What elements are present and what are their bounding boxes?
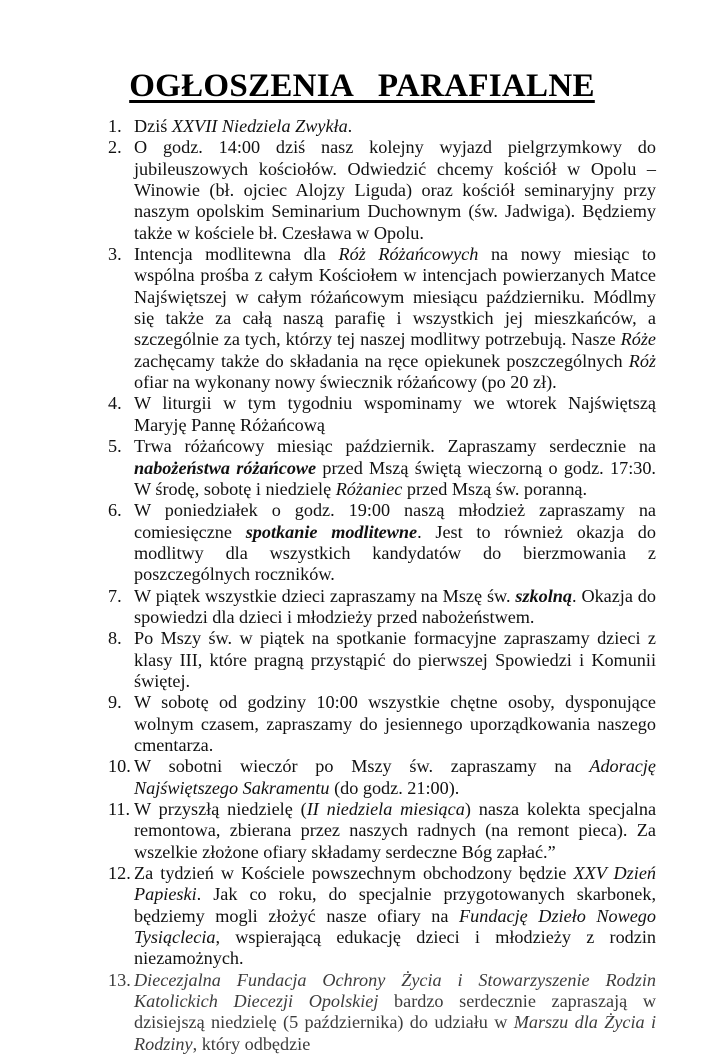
announcement-item (108, 756, 656, 799)
announcement-item (108, 799, 656, 863)
page-title: OGŁOSZENIA PARAFIALNE (129, 68, 595, 104)
item-text: Po Mszy św. w piątek na spotkanie formacyjne zapraszamy dzieci z klasy III, które pragną przystąpić do pierwszej Spowiedzi i Komunii świętej. (134, 628, 656, 691)
item-text: przed Mszą świętą wieczorną o godz. 17:30. W środę, sobotę i niedzielę (134, 457, 656, 499)
item-text: Trwa różańcowy miesiąc październik. Zapraszamy serdecznie na (134, 436, 656, 457)
emphasized-text: Róż (628, 350, 656, 371)
item-text: , wspierającą edukację dzieci i młodzieży z rodzin niezamożnych. (134, 927, 656, 969)
emphasized-text: nabożeństwa różańcowe (134, 457, 317, 478)
announcement-list (108, 116, 656, 1055)
announcement-item (108, 863, 656, 970)
item-text: Za tydzień w Kościele powszechnym obchodzony będzie (134, 863, 574, 884)
item-number: 4. (108, 393, 122, 414)
item-number: 8. (108, 628, 122, 649)
item-text: W sobotę od godziny 10:00 wszystkie chętne osoby, dysponujące wolnym czasem, zapraszamy do jesiennego uporządkowania naszego cmentarza. (134, 692, 656, 755)
item-text: W sobotni wieczór po Mszy św. zapraszamy na (134, 756, 590, 777)
item-number: 3. (108, 244, 122, 265)
announcement-item (108, 137, 656, 244)
item-text: ofiar na wykonany nowy świecznik różańcowy (po 20 zł). (134, 372, 557, 393)
item-text: Intencja modlitewna dla (134, 244, 339, 265)
item-text: przed Mszą św. poranną. (402, 478, 588, 499)
item-text: W poniedziałek o godz. 19:00 naszą młodzież zapraszamy na comiesięczne (134, 500, 656, 542)
item-text: O godz. 14:00 dziś nasz kolejny wyjazd pielgrzymkowy do jubileuszowych kościołów. Odwiedzić chcemy kościół w Opolu – Winowie (bł. ojciec Alojzy Liguda) oraz kościół seminaryjny przy naszym opolskim Seminarium Duchownym (św. Jadwiga). Będziemy także w kościele bł. Czesława w Opolu. (134, 137, 656, 243)
emphasized-text: XXVII Niedziela Zwykła (171, 116, 348, 136)
announcement-item (108, 393, 656, 436)
announcement-item (108, 692, 656, 756)
item-text: zachęcamy także do składania na ręce opiekunek poszczególnych (134, 350, 629, 371)
emphasized-text: spotkanie modlitewne (245, 521, 418, 542)
item-text: , który odbędzie (192, 1033, 311, 1054)
item-text: . Jak co roku, do specjalnie przygotowanych skarbonek, będziemy mogli złożyć nasze ofiary na (134, 884, 656, 926)
item-number: 10. (108, 756, 131, 777)
emphasized-text: XXV Dzień Papieski (134, 863, 656, 905)
item-number: 12. (108, 863, 131, 884)
emphasized-text: Różaniec (335, 478, 403, 499)
item-text: W przyszłą niedzielę ( (134, 799, 307, 819)
item-text: . Okazja do spowiedzi dla dzieci i młodzieży przed nabożeństwem. (134, 585, 656, 627)
item-text: ) nasza kolekta specjalna remontowa, zbierana przez naszych radnych (na remont pieca). Za wszelkie złożone ofiary składamy serdeczne Bóg zapłać.” (134, 799, 657, 862)
emphasized-text: szkolną (515, 585, 573, 606)
emphasized-text: Róże (620, 329, 656, 350)
item-text: na nowy miesiąc to wspólna prośba z całym Kościołem w intencjach powierzanych Matce Najświętszej w całym różańcowym miesiącu październiku. Módlmy się także za całą naszą parafię i wszystkich jej mieszkańców, a szczególnie za tych, którzy tej naszej modlitwy potrzebują. Nasze (134, 244, 657, 350)
announcement-item (108, 244, 656, 393)
item-text: bardzo serdecznie zapraszają w dzisiejszą niedzielę (5 października) do udziału w (134, 991, 656, 1033)
item-number: 5. (108, 436, 122, 457)
announcement-item (108, 628, 656, 692)
item-number: 11. (108, 799, 131, 819)
item-number: 6. (108, 500, 122, 521)
item-text: (do godz. 21:00). (329, 777, 460, 798)
item-text: . Jest to również okazja do modlitwy dla wszystkich kandydatów do bierzmowania z poszczególnych roczników. (134, 521, 656, 585)
item-text: . (347, 116, 353, 136)
emphasized-text: Róż Różańcowych (338, 244, 479, 265)
item-number: 9. (108, 692, 122, 713)
item-number: 2. (108, 137, 122, 158)
emphasized-text: Fundację Dzieło Nowego Tysiąclecia (134, 905, 656, 948)
announcement-item (108, 500, 656, 585)
announcement-item (108, 586, 656, 629)
item-number: 13. (108, 969, 131, 990)
item-number: 7. (108, 585, 122, 606)
emphasized-text: II niedziela miesiąca (306, 799, 465, 819)
announcement-item (108, 970, 656, 1055)
emphasized-text: Adorację Najświętszego Sakramentu (134, 756, 656, 798)
emphasized-text: Marszu dla Życia i Rodziny (134, 1012, 657, 1054)
emphasized-text: Diecezjalna Fundacja Ochrony Życia i Stowarzyszenie Rodzin Katolickich Diecezji Opolskiej (134, 969, 656, 1012)
item-number: 1. (108, 116, 122, 136)
item-text: W liturgii w tym tygodniu wspominamy we wtorek Najświętszą Maryję Pannę Różańcową (134, 393, 656, 435)
item-text: Dziś (134, 116, 172, 136)
item-text: W piątek wszystkie dzieci zapraszamy na Mszę św. (134, 585, 516, 606)
announcement-item (108, 116, 656, 137)
announcement-item (108, 436, 656, 500)
